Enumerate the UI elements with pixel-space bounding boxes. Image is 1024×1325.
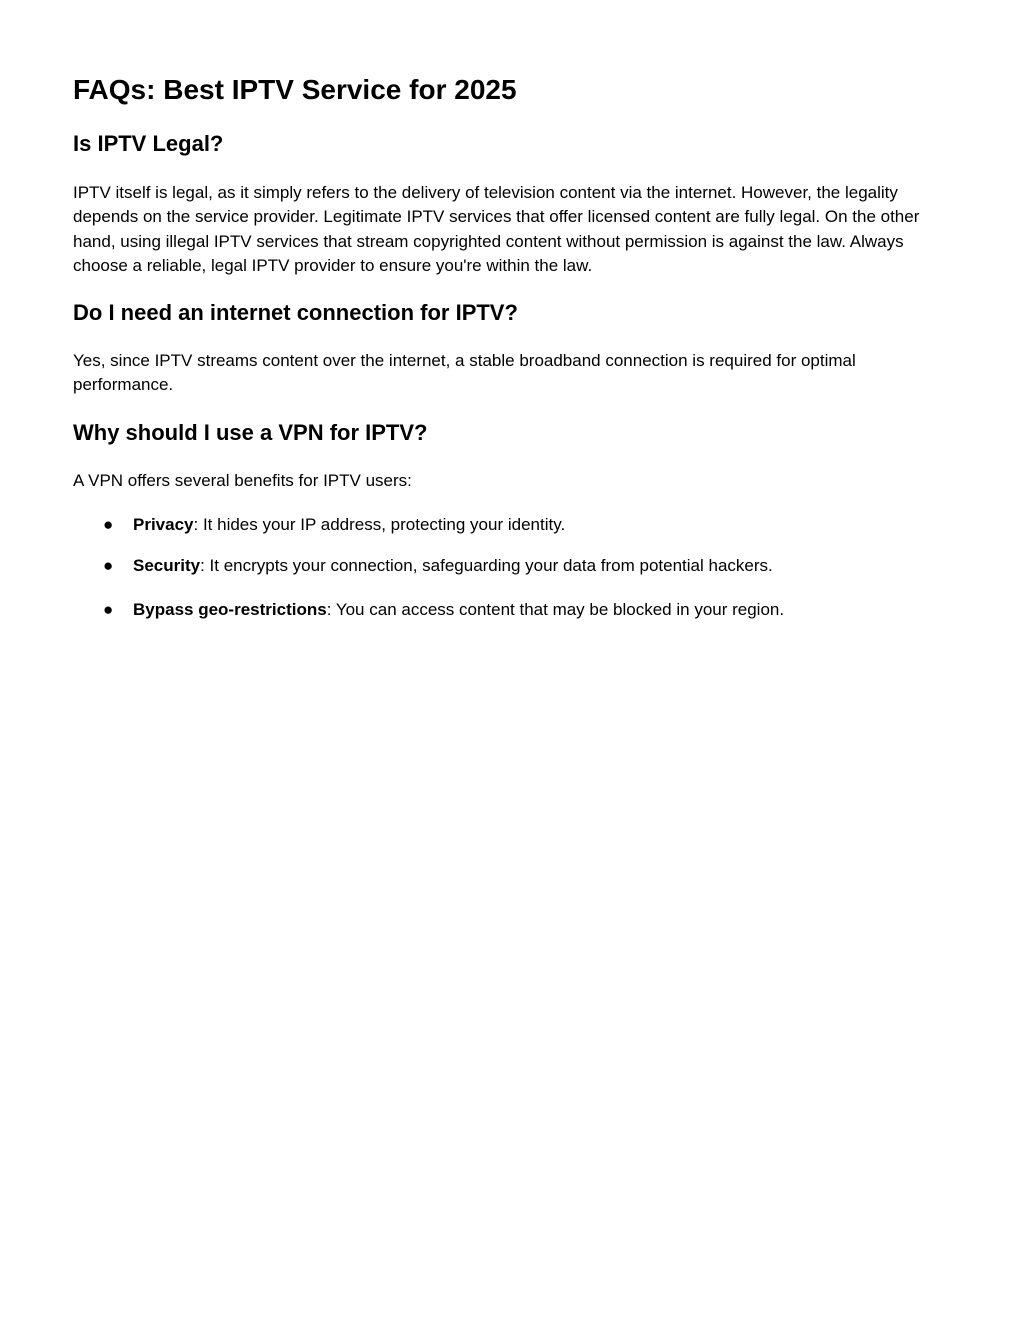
section-heading-vpn: Why should I use a VPN for IPTV? xyxy=(73,420,428,445)
section-heading-legal: Is IPTV Legal? xyxy=(73,131,224,156)
section-paragraph-vpn: A VPN offers several benefits for IPTV users: xyxy=(73,471,412,490)
bullet-marker: ● xyxy=(103,600,114,619)
bullet-marker: ● xyxy=(103,515,114,534)
list-item-term: Privacy xyxy=(133,515,194,534)
section-paragraph-legal: IPTV itself is legal, as it simply refers to the delivery of television content via the internet. However, the legality depends on the service provider. Legitimate IPTV services that offer licensed content are fully legal. On the other hand, using illegal IPTV services that stream copyrighted content without permission is against the law. Always choose a reliable, legal IPTV provider to ensure you're within the law. xyxy=(73,183,920,275)
list-item-term: Security xyxy=(133,556,201,575)
list-item-description: : It encrypts your connection, safeguarding your data from potential hackers. xyxy=(200,556,773,575)
list-item-text xyxy=(133,598,784,622)
section-heading-internet: Do I need an internet connection for IPTV? xyxy=(73,300,518,325)
list-item-text xyxy=(133,554,773,578)
bullet-marker: ● xyxy=(103,556,114,575)
list-item-description: : It hides your IP address, protecting your identity. xyxy=(193,515,566,534)
list-item-text xyxy=(133,513,565,537)
page-title: FAQs: Best IPTV Service for 2025 xyxy=(73,74,517,105)
list-item-term: Bypass geo-restrictions xyxy=(133,600,327,619)
section-paragraph-internet: Yes, since IPTV streams content over the internet, a stable broadband connection is required for optimal performance. xyxy=(73,351,856,395)
list-item-description: : You can access content that may be blocked in your region. xyxy=(326,600,785,619)
